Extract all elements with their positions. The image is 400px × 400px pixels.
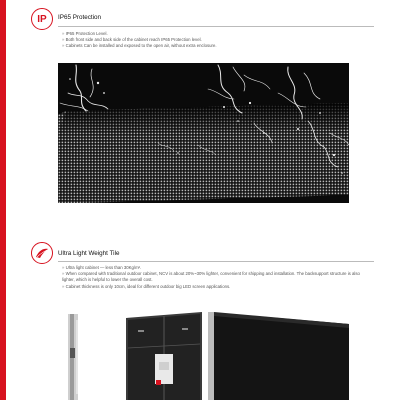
ultra-light-bullet-list — [62, 265, 372, 290]
ip65-bullet-list — [62, 31, 372, 50]
list-item: » Ultra light cabinet — less than 30Kg/m². — [62, 265, 372, 271]
list-item: » IP65 Protection Level. — [62, 31, 372, 37]
list-item: » Cabinets Can be installed and exposed to the open air, without extra enclosure. — [62, 43, 372, 49]
section-divider — [58, 26, 374, 27]
section-divider — [58, 261, 374, 262]
section-title-ip65: IP65 Protection — [58, 14, 102, 21]
led-cabinet-photo — [58, 308, 349, 400]
lightweight-feather-icon — [31, 242, 53, 264]
ip-badge-label: IP — [37, 13, 47, 25]
waterproof-led-panel-photo — [58, 63, 349, 203]
list-item: » Both front side and back side of the cabinet reach IP65 Protection level. — [62, 37, 372, 43]
list-item: » Cabinet thickness is only 10cm, ideal for different outdoor big LED screen applications. — [62, 284, 372, 290]
section-title-ultra-light: Ultra Light Weight Tile — [58, 250, 120, 257]
accent-bar — [0, 0, 6, 400]
list-item: » When compared with traditional outdoor cabinet, NCV is about 20%~30% lighter, convenient for shipping and installation. The backsupport structure is also lighter, which is helpful to lower the overall cost. — [62, 271, 372, 283]
ip-badge-icon — [31, 8, 53, 30]
